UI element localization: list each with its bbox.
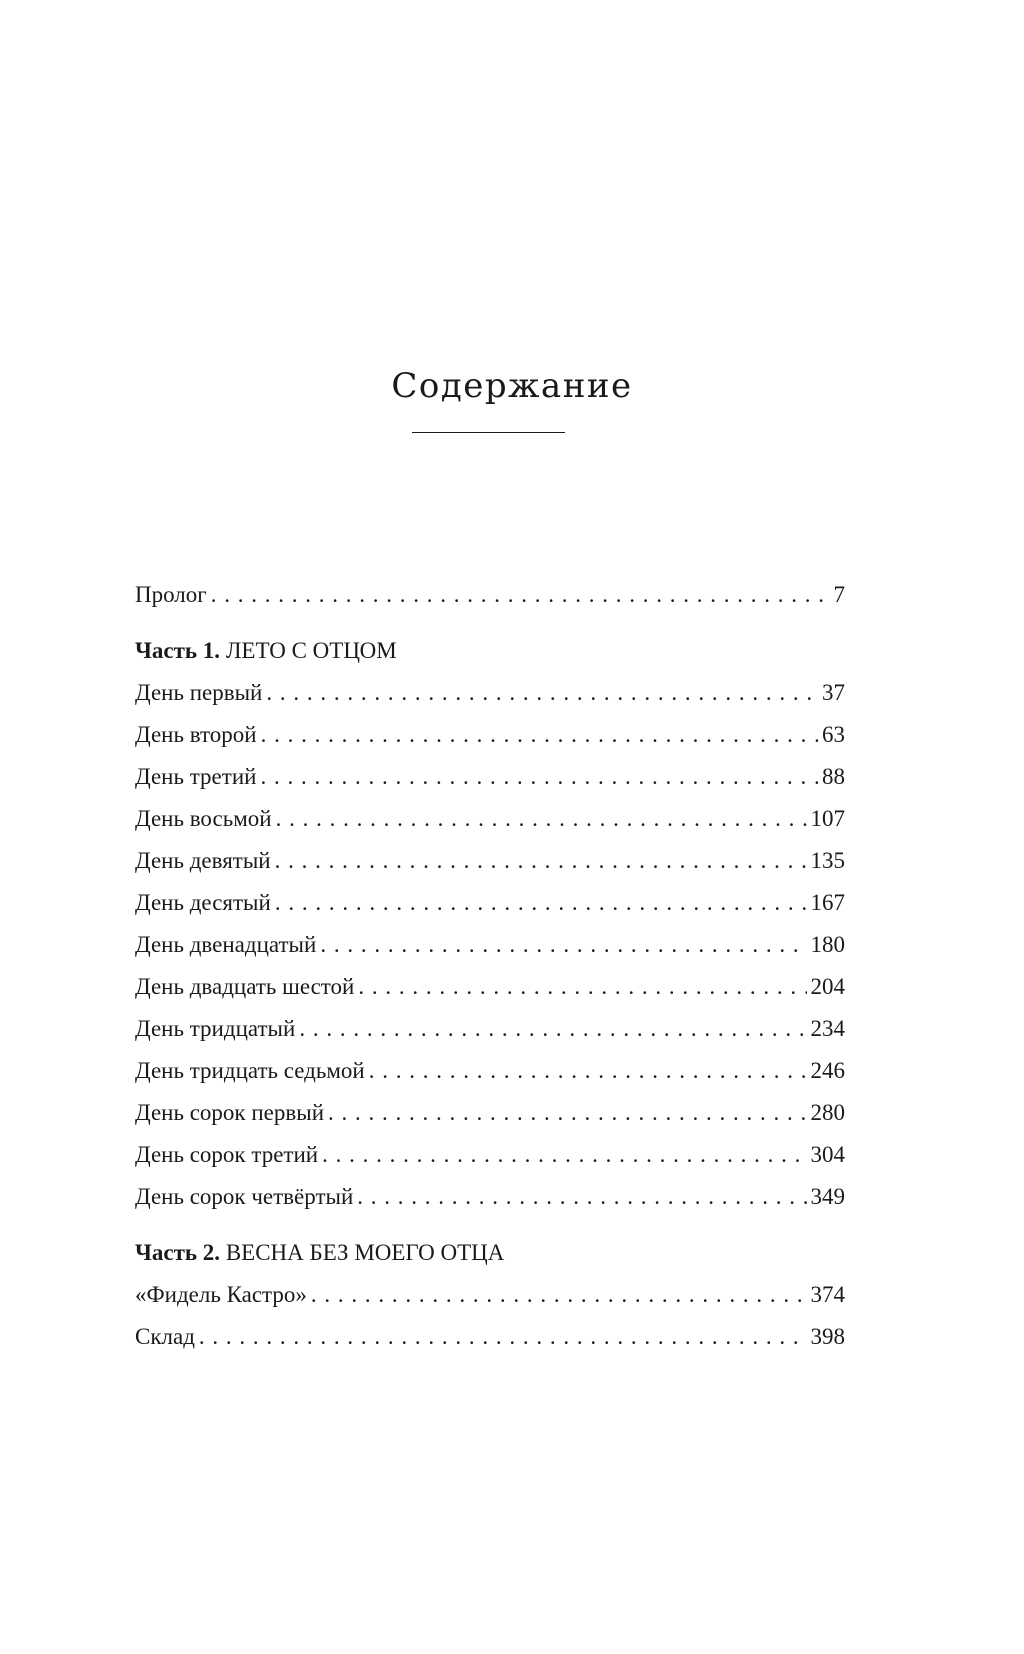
toc-entry[interactable] [135, 714, 845, 756]
toc-entry-label: День сорок первый [135, 1100, 324, 1125]
dot-leader [320, 924, 806, 966]
toc-entry-label: День тридцать седьмой [135, 1058, 365, 1083]
toc-entry-page: 107 [810, 806, 845, 831]
dot-leader [260, 756, 818, 798]
dot-leader [275, 882, 807, 924]
part-number: Часть 1. [135, 638, 221, 663]
toc-entry[interactable] [135, 840, 845, 882]
toc-entry-page: 280 [810, 1100, 845, 1125]
part-heading-2 [135, 1232, 845, 1274]
part2-entries [135, 1274, 845, 1358]
toc-entry-page: 180 [810, 932, 845, 957]
part-name: ЛЕТО С ОТЦОМ [225, 638, 397, 663]
toc-entry-label: «Фидель Кастро» [135, 1282, 307, 1307]
table-of-contents [135, 574, 845, 1358]
toc-entry-label: День девятый [135, 848, 271, 873]
toc-entry-page: 349 [810, 1184, 845, 1209]
toc-entry-page: 167 [810, 890, 845, 915]
toc-entry[interactable] [135, 1316, 845, 1358]
toc-entry-page: 88 [822, 764, 845, 789]
toc-entry-page: 7 [833, 582, 845, 607]
dot-leader [322, 1134, 806, 1176]
toc-entry[interactable] [135, 672, 845, 714]
toc-entry[interactable] [135, 1008, 845, 1050]
toc-entry[interactable] [135, 756, 845, 798]
toc-entry[interactable] [135, 882, 845, 924]
toc-entry-prologue[interactable] [135, 574, 845, 616]
toc-entry-label: День двенадцатый [135, 932, 317, 957]
toc-entry[interactable] [135, 1274, 845, 1316]
toc-entry-page: 246 [810, 1058, 845, 1083]
toc-entry[interactable] [135, 1176, 845, 1218]
toc-entry[interactable] [135, 1092, 845, 1134]
dot-leader [266, 672, 818, 714]
part-number: Часть 2. [135, 1240, 221, 1265]
toc-entry-page: 234 [810, 1016, 845, 1041]
toc-entry[interactable] [135, 1050, 845, 1092]
toc-entry-page: 374 [810, 1282, 845, 1307]
dot-leader [199, 1316, 807, 1358]
dot-leader [211, 574, 830, 616]
toc-entry-page: 304 [810, 1142, 845, 1167]
toc-entry-page: 37 [822, 680, 845, 705]
toc-entry[interactable] [135, 966, 845, 1008]
toc-entry-label: День третий [135, 764, 257, 789]
dot-leader [358, 966, 806, 1008]
toc-entry-label: День восьмой [135, 806, 272, 831]
toc-entry-label: День сорок третий [135, 1142, 319, 1167]
dot-leader [261, 714, 818, 756]
toc-entry-label: Склад [135, 1324, 195, 1349]
toc-entry-label: Пролог [135, 582, 207, 607]
toc-entry-page: 135 [810, 848, 845, 873]
dot-leader [357, 1176, 806, 1218]
toc-entry-page: 398 [810, 1324, 845, 1349]
dot-leader [275, 840, 807, 882]
toc-entry-label: День второй [135, 722, 257, 747]
toc-entry[interactable] [135, 798, 845, 840]
part-name: ВЕСНА БЕЗ МОЕГО ОТЦА [225, 1240, 505, 1265]
part-heading-1 [135, 630, 845, 672]
page-title: Содержание [391, 366, 633, 406]
toc-entry-label: День сорок четвёртый [135, 1184, 354, 1209]
toc-entry-label: День первый [135, 680, 263, 705]
part1-entries [135, 672, 845, 1218]
title-divider [412, 432, 565, 433]
dot-leader [369, 1050, 807, 1092]
toc-entry-label: День десятый [135, 890, 271, 915]
dot-leader [299, 1008, 806, 1050]
toc-entry-label: День двадцать шестой [135, 974, 355, 999]
toc-entry-page: 204 [810, 974, 845, 999]
toc-entry-page: 63 [822, 722, 845, 747]
toc-entry[interactable] [135, 924, 845, 966]
dot-leader [276, 798, 807, 840]
toc-entry[interactable] [135, 1134, 845, 1176]
toc-entry-label: День тридцатый [135, 1016, 296, 1041]
dot-leader [328, 1092, 807, 1134]
dot-leader [311, 1274, 807, 1316]
